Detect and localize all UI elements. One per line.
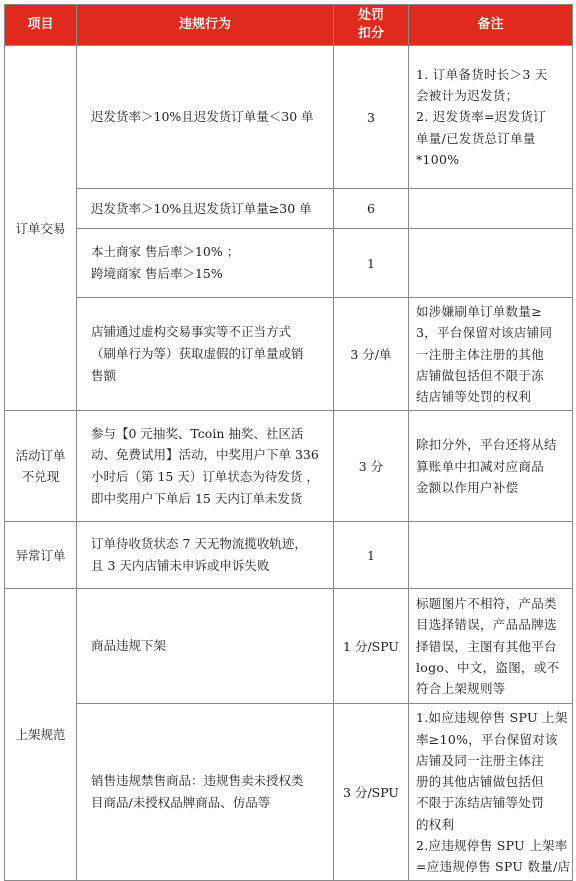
table-row bbox=[5, 411, 573, 522]
cell-line: 的权利 bbox=[416, 816, 455, 832]
penalty-table bbox=[4, 4, 573, 881]
cell-line: 店铺及同一注册主体注 bbox=[416, 752, 545, 768]
cell-line: 活动订单 bbox=[15, 448, 66, 463]
note-cell bbox=[409, 298, 573, 411]
penalty-cell: 6 bbox=[334, 189, 409, 229]
header-penalty bbox=[334, 5, 409, 46]
table-row bbox=[5, 229, 573, 298]
behavior-cell bbox=[77, 411, 334, 522]
behavior-cell bbox=[77, 589, 334, 704]
category-cell: 订单交易 bbox=[5, 46, 77, 411]
cell-line: 目商品/未授权品牌商品、仿品等 bbox=[91, 795, 271, 811]
cell-line: 除扣分外，平台还将从结 bbox=[416, 437, 557, 453]
cell-line: 1. 订单备货时长＞3 天 bbox=[416, 66, 548, 82]
penalty-cell: 1 分/SPU bbox=[334, 589, 409, 704]
cell-line: =应违规停售 SPU 数量/店 bbox=[416, 859, 571, 874]
table-row bbox=[5, 589, 573, 704]
cell-line: 小时后（第 15 天）订单状态为待发货 ， bbox=[91, 469, 319, 485]
cell-line: 会被计为迟发货； bbox=[416, 88, 519, 104]
cell-line: 店铺通过虚构交易事实等不正当方式 bbox=[91, 324, 292, 340]
behavior-cell bbox=[77, 298, 334, 411]
cell-line: 跨境商家 售后率＞15% bbox=[91, 266, 223, 281]
cell-line: 动、免费试用】活动，中奖用户下单 336 bbox=[91, 447, 319, 463]
table-row bbox=[5, 704, 573, 881]
cell-line: 金额以作用户补偿 bbox=[416, 479, 519, 495]
cell-line: 一注册主体注册的其他 bbox=[416, 346, 545, 362]
cell-line: 如涉嫌刷单订单数量≥ bbox=[416, 304, 542, 319]
penalty-cell: 1 bbox=[334, 522, 409, 589]
behavior-cell bbox=[77, 522, 334, 589]
cell-line: 符合上架规则等 bbox=[416, 681, 506, 697]
header-note: 备注 bbox=[409, 5, 573, 46]
cell-line: 订单待收货状态 7 天无物流揽收轨迹， bbox=[91, 536, 307, 552]
cell-line: 不限于冻结店铺等处罚 bbox=[416, 795, 545, 811]
cell-line: logo、中文，盗图，或不 bbox=[416, 659, 560, 675]
cell-line: 且 3 天内店铺未申诉或申诉失败 bbox=[91, 558, 270, 574]
penalty-cell: 1 bbox=[334, 229, 409, 298]
penalty-cell: 3 分/单 bbox=[334, 298, 409, 411]
cell-line: 3，平台保留对该店铺同 bbox=[416, 325, 553, 341]
cell-line: 标题图片不相符，产品类 bbox=[416, 596, 557, 612]
table-row bbox=[5, 522, 573, 589]
cell-line: 参与【0 元抽奖、Tcoin 抽奖、社区活 bbox=[91, 425, 304, 441]
behavior-cell bbox=[77, 189, 334, 229]
cell-line: 结店铺等处罚的权利 bbox=[416, 389, 532, 404]
header-row bbox=[5, 5, 573, 46]
cell-line: 1.如应违规停售 SPU 上架 bbox=[416, 710, 568, 726]
cell-line: 2.应违规停售 SPU 上架率 bbox=[416, 837, 568, 853]
cell-line: 销售违规禁售商品：违规售卖未授权类 bbox=[91, 773, 304, 789]
cell-line: 单量/已发货总订单量 bbox=[416, 130, 536, 146]
note-cell bbox=[409, 189, 573, 229]
table-row bbox=[5, 189, 573, 229]
table-row bbox=[5, 46, 573, 189]
cell-line: 目选择错误，产品品牌选 bbox=[416, 617, 557, 633]
note-cell bbox=[409, 229, 573, 298]
penalty-cell: 3 bbox=[334, 46, 409, 189]
cell-line: 商品违规下架 bbox=[91, 638, 167, 654]
category-cell: 上架规范 bbox=[5, 589, 77, 881]
cell-line: 择错误，主图有其他平台 bbox=[416, 638, 557, 654]
note-cell bbox=[409, 46, 573, 189]
header-penalty-line2: 扣分 bbox=[357, 26, 384, 41]
note-cell bbox=[409, 704, 573, 881]
category-cell bbox=[5, 411, 77, 522]
cell-line: 迟发货率＞10%且迟发货订单量≥30 单 bbox=[91, 200, 312, 216]
cell-line: 迟发货率＞10%且迟发货订单量＜30 单 bbox=[91, 109, 314, 125]
note-cell bbox=[409, 522, 573, 589]
cell-line: 册的其他店铺做包括但 bbox=[416, 774, 545, 789]
cell-line: 2. 迟发货率=迟发货订 bbox=[416, 109, 546, 125]
cell-line: 不兑现 bbox=[21, 469, 60, 485]
header-behavior: 违规行为 bbox=[77, 5, 334, 46]
cell-line: 本土商家 售后率＞10% ； bbox=[91, 244, 240, 260]
cell-line: 店铺做包括但不限于冻 bbox=[416, 367, 545, 383]
behavior-cell bbox=[77, 229, 334, 298]
cell-line: 售额 bbox=[91, 368, 117, 384]
category-cell: 异常订单 bbox=[5, 522, 77, 589]
note-cell bbox=[409, 589, 573, 704]
cell-line: （刷单行为等）获取虚假的订单量或销 bbox=[91, 346, 304, 362]
header-penalty-line1: 处罚 bbox=[357, 8, 384, 24]
penalty-cell: 3 分/SPU bbox=[334, 704, 409, 881]
cell-line: *100% bbox=[416, 151, 460, 167]
penalty-cell: 3 分 bbox=[334, 411, 409, 522]
cell-line: 率≥10%，平台保留对该 bbox=[416, 731, 558, 747]
table-row bbox=[5, 298, 573, 411]
behavior-cell bbox=[77, 704, 334, 881]
note-cell bbox=[409, 411, 573, 522]
behavior-cell bbox=[77, 46, 334, 189]
cell-line: 即中奖用户下单后 15 天内订单未发货 bbox=[91, 491, 303, 507]
cell-line: 算账单中扣减对应商品 bbox=[416, 458, 545, 474]
header-item: 项目 bbox=[5, 5, 77, 46]
